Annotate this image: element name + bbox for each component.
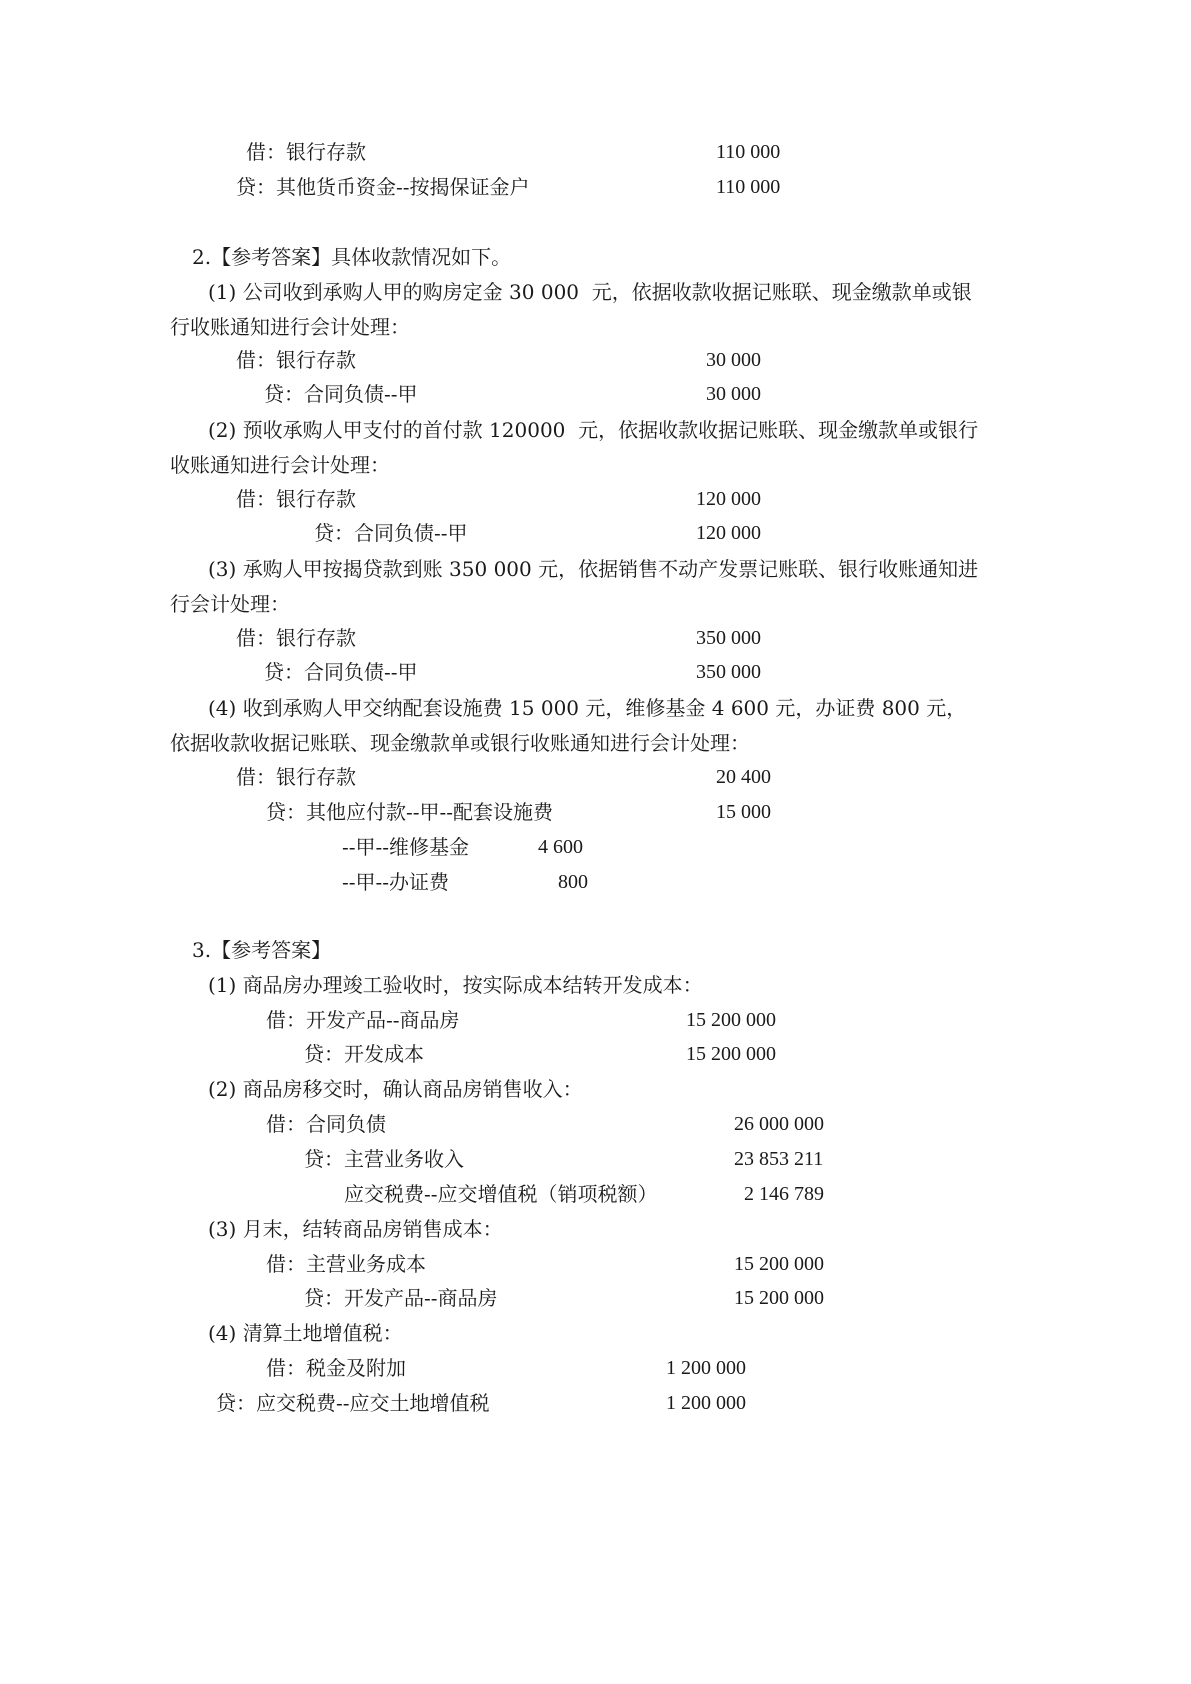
paragraph-line: (2) 预收承购人甲支付的首付款 120000 元，依据收款收据记账联、现金缴款单或银行 xyxy=(208,418,979,442)
credit-amount: 350 000 xyxy=(696,661,761,683)
debit-amount: 15 200 000 xyxy=(686,1009,776,1031)
credit-line: 贷：开发产品--商品房 xyxy=(304,1286,498,1310)
sub-account-amount: 2 146 789 xyxy=(744,1183,824,1205)
debit-line: 借：银行存款 xyxy=(246,140,366,164)
debit-line: 借：税金及附加 xyxy=(266,1356,406,1380)
credit-line: 贷：应交税费--应交土地增值税 xyxy=(216,1391,490,1415)
sub-account-line: --甲--办证费 xyxy=(342,870,450,894)
credit-amount: 1 200 000 xyxy=(666,1392,746,1414)
credit-line: 贷：其他货币资金--按揭保证金户 xyxy=(236,175,530,199)
sub-account-line: 应交税费--应交增值税（销项税额） xyxy=(344,1182,658,1206)
credit-amount: 15 000 xyxy=(716,801,771,823)
credit-line: 贷：合同负债--甲 xyxy=(264,382,418,406)
debit-amount: 20 400 xyxy=(716,766,771,788)
debit-line: 借：开发产品--商品房 xyxy=(266,1008,460,1032)
sub-account-line: --甲--维修基金 xyxy=(342,835,470,859)
credit-line: 贷：开发成本 xyxy=(304,1042,424,1066)
debit-line: 借：主营业务成本 xyxy=(266,1252,426,1276)
debit-line: 借：合同负债 xyxy=(266,1112,386,1136)
paragraph-line: 收账通知进行会计处理： xyxy=(170,453,390,477)
debit-line: 借：银行存款 xyxy=(236,765,356,789)
sub-account-amount: 800 xyxy=(558,871,588,893)
credit-amount: 120 000 xyxy=(696,522,761,544)
paragraph-line: (2) 商品房移交时，确认商品房销售收入： xyxy=(208,1077,583,1101)
debit-amount: 15 200 000 xyxy=(734,1253,824,1275)
paragraph-line: 行收账通知进行会计处理： xyxy=(170,315,410,339)
paragraph-line: 依据收款收据记账联、现金缴款单或银行收账通知进行会计处理： xyxy=(170,731,750,755)
answer-heading: 3.【参考答案】 xyxy=(192,938,332,962)
credit-line: 贷：合同负债--甲 xyxy=(314,521,468,545)
credit-line: 贷：其他应付款--甲--配套设施费 xyxy=(266,800,554,824)
answer-heading: 2.【参考答案】具体收款情况如下。 xyxy=(192,245,512,269)
debit-amount: 110 000 xyxy=(716,141,781,163)
paragraph-line: (4) 收到承购人甲交纳配套设施费 15 000 元，维修基金 4 600 元，办证费 800 元， xyxy=(208,696,967,720)
debit-line: 借：银行存款 xyxy=(236,626,356,650)
credit-amount: 15 200 000 xyxy=(734,1287,824,1309)
credit-amount: 110 000 xyxy=(716,176,781,198)
debit-line: 借：银行存款 xyxy=(236,348,356,372)
debit-amount: 30 000 xyxy=(706,349,761,371)
paragraph-line: (1) 商品房办理竣工验收时，按实际成本结转开发成本： xyxy=(208,973,703,997)
paragraph-line: 行会计处理： xyxy=(170,592,290,616)
debit-amount: 350 000 xyxy=(696,627,761,649)
credit-line: 贷：合同负债--甲 xyxy=(264,660,418,684)
credit-amount: 30 000 xyxy=(706,383,761,405)
debit-amount: 1 200 000 xyxy=(666,1357,746,1379)
debit-line: 借：银行存款 xyxy=(236,487,356,511)
credit-line: 贷：主营业务收入 xyxy=(304,1147,464,1171)
paragraph-line: (1) 公司收到承购人甲的购房定金 30 000 元，依据收款收据记账联、现金缴款单或银 xyxy=(208,280,972,304)
paragraph-line: (4) 清算土地增值税： xyxy=(208,1321,403,1345)
debit-amount: 120 000 xyxy=(696,488,761,510)
debit-amount: 26 000 000 xyxy=(734,1113,824,1135)
paragraph-line: (3) 承购人甲按揭贷款到账 350 000 元，依据销售不动产发票记账联、银行收账通知进 xyxy=(208,557,979,581)
credit-amount: 15 200 000 xyxy=(686,1043,776,1065)
credit-amount: 23 853 211 xyxy=(734,1148,824,1170)
paragraph-line: (3) 月末，结转商品房销售成本： xyxy=(208,1217,503,1241)
sub-account-amount: 4 600 xyxy=(538,836,583,858)
